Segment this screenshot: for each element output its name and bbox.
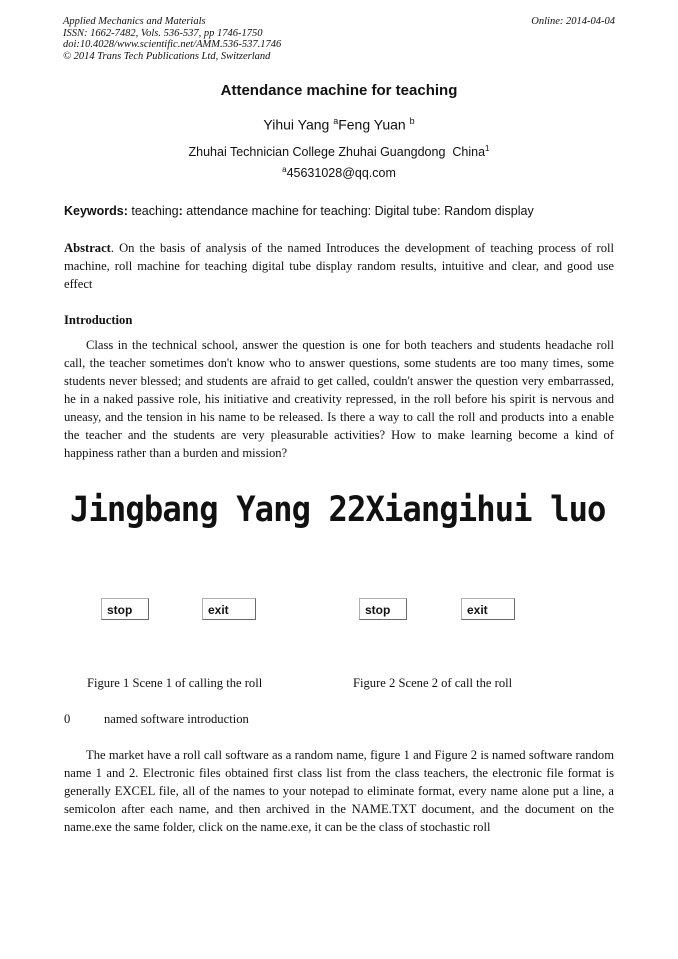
affiliation [0, 144, 678, 159]
random-name-display: Jingbang Yang 22Xiangihui luo [70, 490, 606, 530]
abstract [64, 239, 614, 293]
email-line [0, 165, 678, 180]
email-address: 45631028@qq.com [286, 166, 396, 181]
journal-header [63, 16, 423, 62]
fig1-exit-button[interactable]: exit [202, 598, 256, 620]
fig1-stop-button[interactable]: stop [101, 598, 149, 620]
figure-2-caption: Figure 2 Scene 2 of call the roll [353, 676, 513, 690]
author-1-sup: a [333, 116, 339, 126]
affiliation-sup: 1 [485, 144, 490, 153]
authors-line [0, 116, 678, 133]
journal-name: Applied Mechanics and Materials [63, 16, 206, 27]
figure-1-caption: Figure 1 Scene 1 of calling the roll [87, 676, 263, 690]
author-1: Yihui Yang [263, 116, 330, 133]
body-paragraph: The market have a roll call software as a random name, figure 1 and Figure 2 is named software random name 1 and 2. Electronic files obtained first class list from the class teachers, the electronic file format is generally EXCEL file, all of the names to your notepad to eliminate format, every name alone put a line, a semicolon after each name, and then archived in the NAME.TXT document, and the document on the name.exe the same folder, click on the name.exe, it can be the class of stochastic roll [64, 748, 614, 834]
introduction-text: Class in the technical school, answer the question is one for both teachers and students headache roll call, the teacher sometimes don't know who to answer questions, some students are too many times, some students never blessed; and students are afraid to get called, couldn't answer the question very embarrassed, he in a naked passive role, his initiative and creativity repressed, in the roll before his spirit is nervous and uneasy, and the tension in his name to be released. Is there a way to call the roll and products into a enable the teacher and the students are very pleasurable activities? How to make learning become a kind of happiness rather than a burden and mission? [64, 338, 614, 460]
abstract-label: Abstract [64, 241, 111, 255]
keywords [64, 204, 624, 218]
abstract-text: . On the basis of analysis of the named Introduces the development of teaching process of roll machine, roll machine for teaching digital tube display random results, intuitive and clear, and good use effect [64, 241, 614, 291]
section-heading: named software introduction [104, 712, 249, 726]
author-2-sup: b [409, 116, 415, 126]
copyright-line: © 2014 Trans Tech Publications Ltd, Switzerland [63, 50, 271, 62]
fig2-stop-button[interactable]: stop [359, 598, 407, 620]
introduction-heading: Introduction [64, 313, 133, 327]
issn-line: ISSN: 1662-7482, Vols. 536-537, pp 1746-1750 [63, 27, 263, 39]
online-date: Online: 2014-04-04 [531, 16, 615, 27]
keywords-part2: attendance machine for teaching: Digital tube: Random display [182, 204, 534, 218]
section-number: 0 [64, 712, 71, 726]
keywords-part1: teaching [127, 204, 179, 218]
email-sup: a [282, 165, 287, 174]
doi-line: doi:10.4028/www.scientific.net/AMM.536-537.1746 [63, 39, 282, 50]
keywords-label: Keywords: [64, 204, 128, 218]
affiliation-text: Zhuhai Technician College Zhuhai Guangdong China [188, 145, 486, 160]
keywords-sep: : [178, 204, 183, 218]
author-2: Feng Yuan [338, 116, 406, 133]
paper-title: Attendance machine for teaching [220, 82, 458, 99]
fig2-exit-button[interactable]: exit [461, 598, 515, 620]
